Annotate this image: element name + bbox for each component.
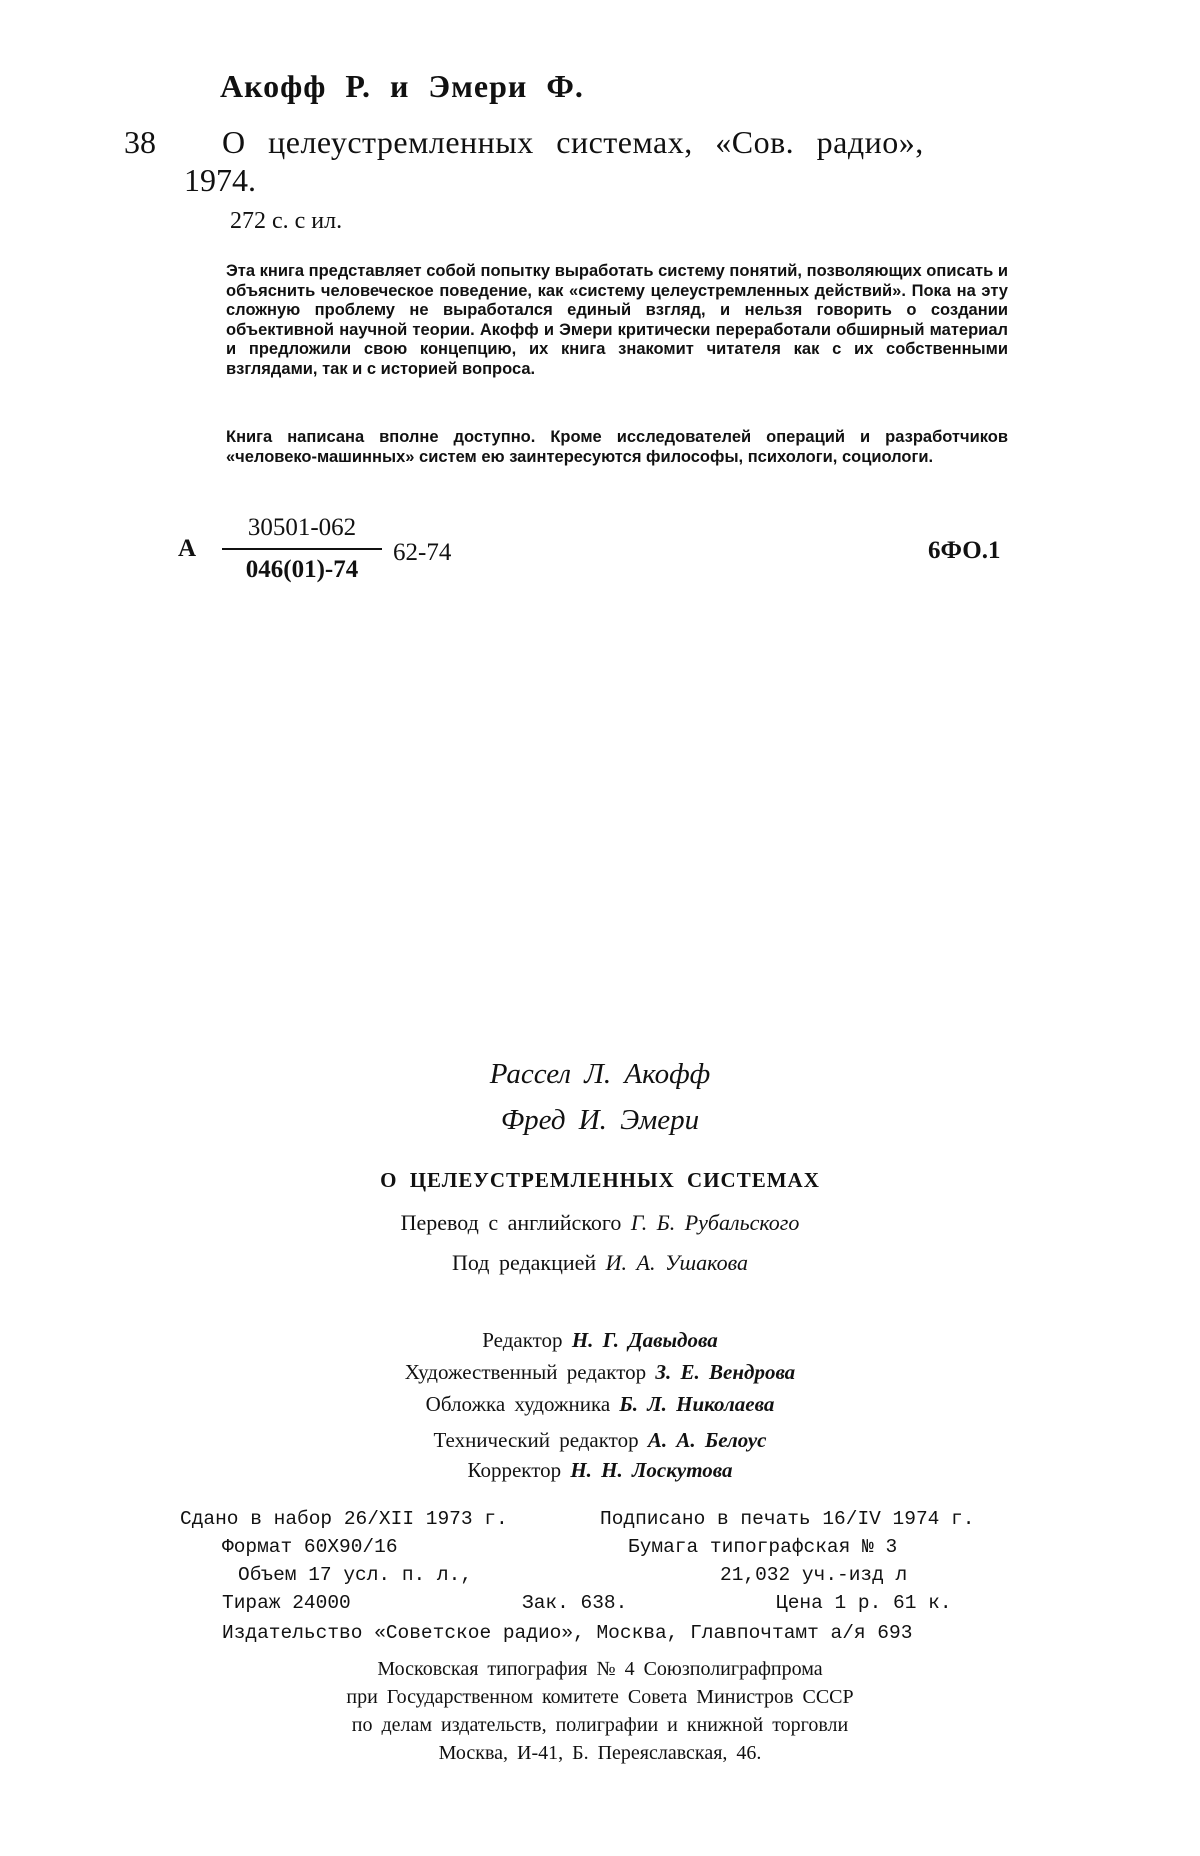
credit-name: Н. Н. Лоскутова [570,1458,733,1482]
catalog-author-line: Акофф Р. и Эмери Ф. [220,68,584,104]
imprint-typeset-date: Сдано в набор 26/XII 1973 г. [180,1508,508,1530]
printing-house-line-3: по делам издательств, полиграфии и книжной торговли [351,1714,849,1736]
printing-house-line-2: при Государственном комитете Совета Министров СССР [346,1686,854,1708]
bib-index-numerator: 30501-062 [247,514,357,541]
imprint-publisher: Издательство «Советское радио», Москва, Главпочтамт а/я 693 [222,1622,913,1644]
imprint-order: Зак. 638. [522,1592,628,1614]
printing-house-line-4: Москва, И-41, Б. Переяславская, 46. [438,1742,762,1764]
credit-label: Технический редактор [433,1428,639,1452]
imprint-paper: Бумага типографская № 3 [628,1536,898,1558]
annotation-paragraph [226,262,1008,379]
editing-line [0,1250,1200,1276]
bib-index-fraction-rule [222,548,382,550]
catalog-pages: 272 с. с ил. [230,208,343,234]
credit-art-editor [0,1360,1200,1385]
bib-index-denominator: 046(01)-74 [245,556,359,583]
catalog-year: 1974. [184,162,256,198]
credit-editor [0,1328,1200,1353]
bib-index-letter: А [178,535,197,562]
imprint-print-date: Подписано в печать 16/IV 1974 г. [600,1508,975,1530]
imprint-publisher-sheets: 21,032 уч.-изд л [720,1564,908,1586]
credit-name: Н. Г. Давыдова [571,1328,718,1352]
catalog-title-line: О целеустремленных системах, «Сов. радио», [222,124,924,160]
printing-house-line-1: Московская типография № 4 Союзполиграфпрома [377,1658,823,1680]
credit-name: А. А. Белоус [647,1428,767,1452]
imprint-print-run: Тираж 24000 [222,1592,351,1614]
annotation-paragraph-2-text: Книга написана вполне доступно. Кроме исследователей операций и разработчиков «человеко-машинных» систем ею заинтересуются философы, психологи, социологи. [226,428,1008,466]
credit-tech-editor [0,1428,1200,1453]
translation-label: Перевод с английского [400,1210,622,1235]
credit-cover-artist [0,1392,1200,1417]
credit-proofreader [0,1458,1200,1483]
title-author-2: Фред И. Эмери [500,1104,700,1136]
translation-line [0,1210,1200,1236]
credit-label: Корректор [467,1458,562,1482]
bib-index-suffix: 62-74 [393,539,452,566]
translator-name: Г. Б. Рубальского [630,1210,800,1235]
imprint-price: Цена 1 р. 61 к. [776,1592,952,1614]
scientific-editor-name: И. А. Ушакова [605,1250,748,1275]
annotation-paragraph-1-text: Эта книга представляет собой попытку выработать систему понятий, позволяющих описать и объяснить человеческое поведение, как «систему целеустремленных действий». Пока на эту сложную проблему не выработался единый взгляд, и нельзя говорить о создании объективной научной теории. Акофф и Эмери критически переработали обширный материал и предложили свою концепцию, их книга знакомит читателя как с их собственными взглядами, так и с историей вопроса. [226,262,1008,378]
credit-label: Художественный редактор [404,1360,647,1384]
imprint-volume: Объем 17 усл. п. л., [238,1564,473,1586]
editing-label: Под редакцией [452,1250,597,1275]
credit-label: Обложка художника [425,1392,611,1416]
credit-name: Б. Л. Николаева [619,1392,775,1416]
book-title: О ЦЕЛЕУСТРЕМЛЕННЫХ СИСТЕМАХ [380,1168,820,1192]
imprint-format: Формат 60X90/16 [222,1536,398,1558]
credit-label: Редактор [482,1328,563,1352]
annotation-paragraph [226,428,1008,467]
catalog-number: 38 [124,124,156,160]
title-author-1: Рассел Л. Акофф [489,1058,711,1090]
credit-name: З. Е. Вендрова [655,1360,796,1384]
bbk-code: 6ФО.1 [928,537,1001,564]
